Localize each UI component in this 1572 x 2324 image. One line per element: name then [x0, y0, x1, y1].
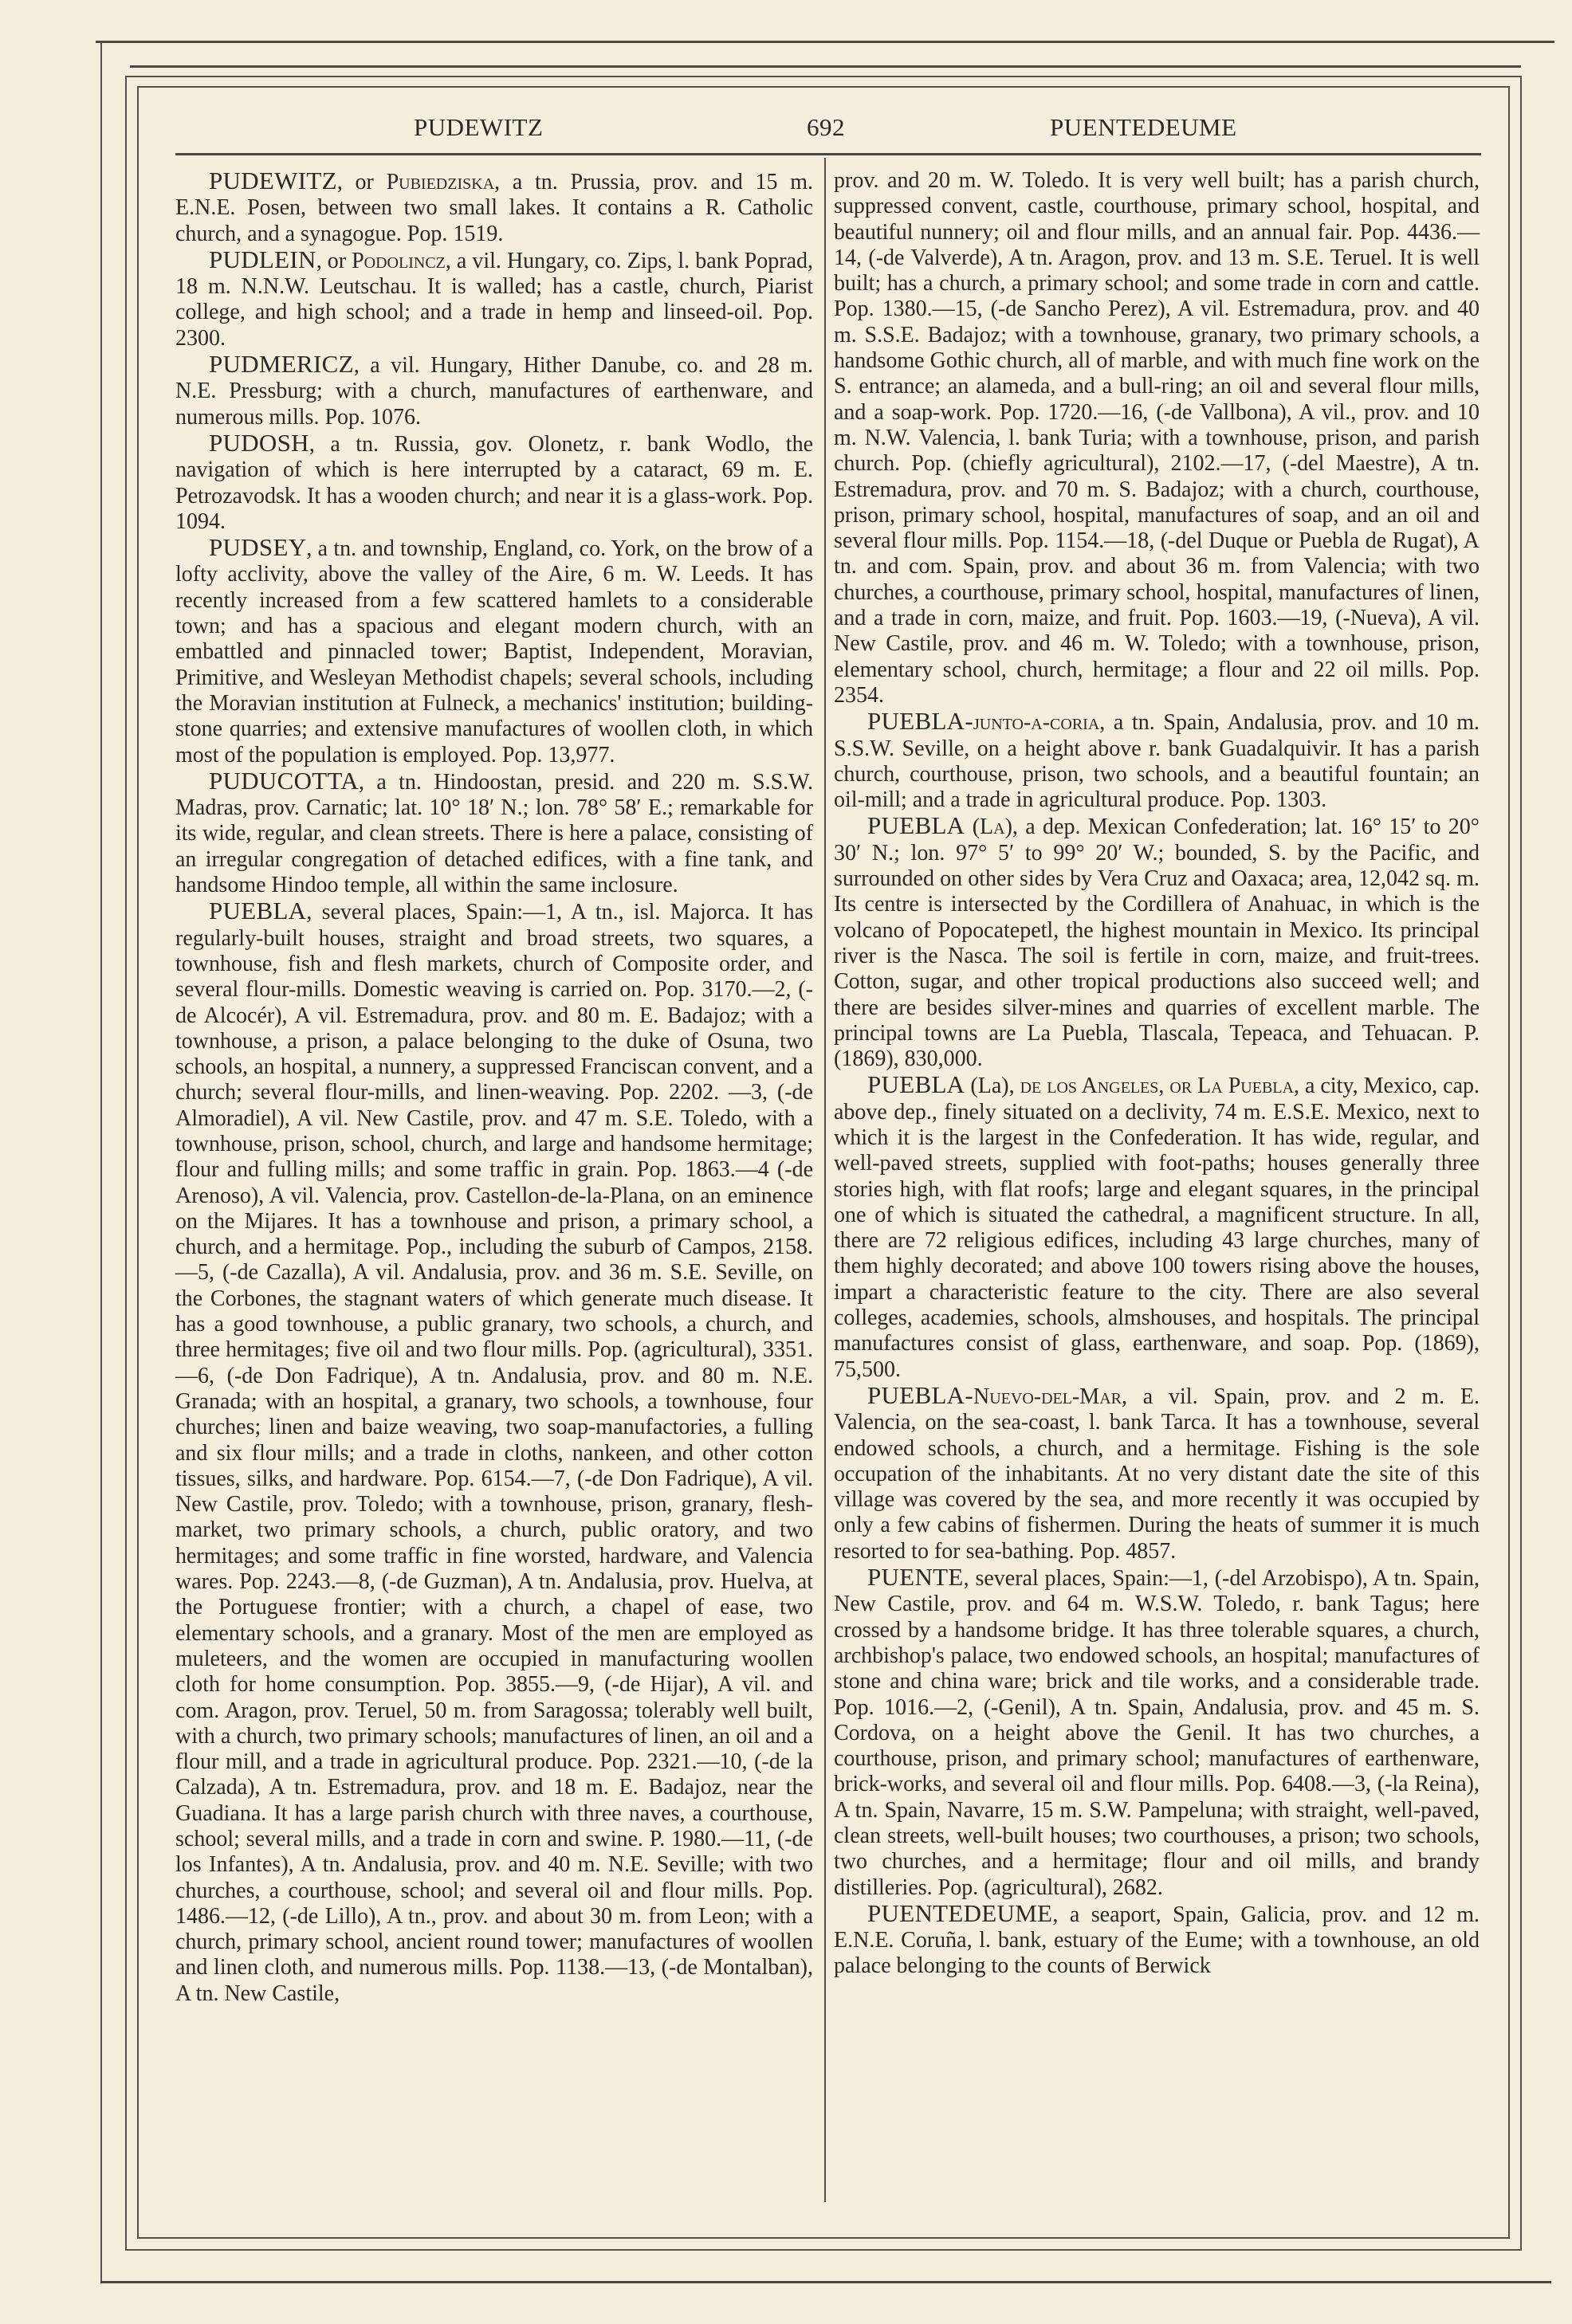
entry-text: , a seaport, Spain, Galicia, prov. and 12 m. E.N.E. Coruña, l. bank, estuary of the Eume; with a townhouse, an old palace belonging to the counts of Berwick	[834, 1902, 1480, 1979]
entry-variant-name: junto-a-coria	[973, 710, 1100, 736]
gazetteer-entry	[175, 535, 813, 768]
gazetteer-entry	[175, 768, 813, 898]
bottom-outer-rule	[100, 2281, 1551, 2283]
entry-headword: PUENTE	[867, 1563, 964, 1592]
entry-variant-name: Pubiedziska	[386, 170, 495, 194]
outer-second-rule	[130, 65, 1521, 68]
header-rule	[175, 153, 1481, 155]
entry-connector: , or	[316, 248, 352, 273]
entry-headword: PUEBLA-	[867, 1380, 973, 1409]
entry-text: , a tn. Spain, Andalusia, prov. and 10 m. S.S.W. Seville, on a height above r. bank Guadalquivir. It has a parish church, courthouse, prison, two schools, and a beautiful fountain; an oil-mill; and a trade in agricultural produce. Pop. 1303.	[834, 710, 1480, 813]
left-column	[175, 168, 813, 2007]
entry-variant-name: Nuevo-del-Mar	[973, 1384, 1122, 1409]
column-divider	[824, 158, 826, 2202]
right-column	[834, 168, 1480, 1980]
entry-variant-name: de los Angeles, or La Puebla	[1020, 1074, 1294, 1099]
entry-text: , a tn. and township, England, co. York, on the brow of a lofty acclivity, above the valley of the Aire, 6 m. W. Leeds. It has recently increased from a few scattered hamlets to a considerable town; and has a spacious and elegant modern church, with an embattled and pinnacled tower; Baptist, Independent, Moravian, Primitive, and Wesleyan Methodist chapels; several schools, including the Moravian institution at Fulneck, a mechanics' institution; building-stone quarries; and extensive manufactures of woollen cloth, in which most of the population is employed. Pop. 13,977.	[175, 536, 813, 767]
outer-top-rule	[96, 41, 1554, 43]
entry-continuation	[834, 168, 1480, 709]
page-number: 692	[807, 113, 845, 141]
entry-text: , a vil. Spain, prov. and 2 m. E. Valencia, on the sea-coast, l. bank Tarca. It has a townhouse, several endowed schools, a church, and a hermitage. Fishing is the sole occupation of the inhabitants. At no very distant date the site of this village was covered by the sea, and more recently it was occupied by only a few cabins of fishermen. During the heats of summer it is much resorted to for sea-bathing. Pop. 4857.	[834, 1384, 1480, 1564]
entry-headword: PUEBLA	[209, 897, 307, 925]
entry-variant-name: Podolincz	[352, 248, 446, 273]
gazetteer-entry	[175, 898, 813, 2007]
entry-text: , a city, Mexico, cap. above dep., finely situated on a declivity, 74 m. E.S.E. Mexico, next to which it is the largest in the Confederation. It has wide, regular, and well-paved streets, supplied with foot-paths; houses generally three stories high, with flat roofs; large and elegant squares, in the principal one of which is situated the cathedral, a magnificent structure. In all, there are 72 religious edifices, including 43 large churches, many of them highly decorated; and above 100 towers rising above the houses, impart a characteristic feature to the city. There are also several colleges, academies, schools, almshouses, and hospitals. The principal manufactures consist of glass, earthenware, and soap. Pop. (1869), 75,500.	[834, 1074, 1480, 1382]
gazetteer-entry	[175, 351, 813, 430]
entry-headword: PUDOSH	[209, 428, 309, 457]
entry-text: , a tn. Prussia, prov. and 15 m. E.N.E. Posen, between two small lakes. It contains a R. Catholic church, and a synagogue. Pop. 1519.	[175, 170, 813, 246]
entry-headword: PUDUCOTTA	[209, 766, 359, 795]
entry-text: , several places, Spain:—1, (-del Arzobispo), A tn. Spain, New Castile, prov. and 64 m. W.S.W. Toledo, r. bank Tagus; here crossed by a handsome bridge. It has three tolerable squares, a church, archbishop's palace, two endowed schools, an hospital; manufactures of stone and china ware; brick and tile works, and a considerable trade. Pop. 1016.—2, (-Genil), A tn. Spain, Andalusia, prov. and 45 m. S. Cordova, on a height above the Genil. It has two churches, a courthouse, prison, and primary school; manufactures of earthenware, brick-works, and several oil and flour mills. Pop. 6408.—3, (-la Reina), A tn. Spain, Navarre, 15 m. S.W. Pampeluna; with straight, well-paved, clean streets, well-built houses; two courthouses, a prison; two schools, two churches, and a hermitage; flour and oil mills, and brandy distilleries. Pop. (agricultural), 2682.	[834, 1566, 1480, 1900]
entry-connector: , or	[336, 170, 387, 194]
gazetteer-entry	[834, 1898, 1480, 1980]
gazetteer-entry	[834, 709, 1480, 813]
entry-text: , several places, Spain:—1, A tn., isl. Majorca. It has regularly-built houses, straight and broad streets, two squares, a townhouse, fish and flesh markets, church of Composite order, and several flour-mills. Domestic weaving is carried on. Pop. 3170.—2, (-de Alcocér), A vil. Estremadura, prov. and 80 m. E. Badajoz; with a townhouse, a prison, a palace belonging to the duke of Osuna, two schools, an hospital, a nunnery, a suppressed Franciscan convent, and a church; several flour-mills, and linen-weaving. Pop. 2202. —3, (-de Almoradiel), A vil. New Castile, prov. and 47 m. S.E. Toledo, with a townhouse, prison, school, church, and large and handsome hermitage; flour and fulling mills; and some traffic in grain. Pop. 1863.—4 (-de Arenoso), A vil. Valencia, prov. Castellon-de-la-Plana, on an eminence on the Mijares. It has a townhouse and prison, a primary school, a church, and a hermitage. Pop., including the suburb of Campos, 2158.—5, (-de Cazalla), A vil. Andalusia, prov. and 36 m. S.E. Seville, on the Corbones, the stagnant waters of which generate much disease. It has a good townhouse, a public granary, two schools, a church, and three hermitages; five oil and two flour mills. Pop. (agricultural), 3351.—6, (-de Don Fadrique), A tn. Andalusia, prov. and 80 m. N.E. Granada; with an hospital, a granary, two schools, a townhouse, four churches; linen and baize weaving, two soap-manufactories, a fulling and six flour mills; and a trade in cloths, nankeen, and other cotton tissues, silks, and hardware. Pop. 6154.—7, (-de Don Fadrique), A vil. New Castile, prov. Toledo; with a townhouse, prison, granary, flesh-market, two primary schools, a church, public oratory, and two hermitages; and some traffic in fine worsted, hardware, and Valencia wares. Pop. 2243.—8, (-de Guzman), A tn. Andalusia, prov. Huelva, at the Portuguese frontier; with a church, a chapel of ease, two elementary schools, and a granary. Most of the men are employed as muleteers, and the women are occupied in manufacturing woollen cloth for home consumption. Pop. 3855.—9, (-de Hijar), A vil. and com. Aragon, prov. Teruel, 50 m. from Saragossa; tolerably well built, with a church, two primary schools; manufactures of linen, an oil and a flour mill, and a trade in agricultural produce. Pop. 2321.—10, (-de la Calzada), A tn. Estremadura, prov. and 18 m. E. Badajoz, near the Guadiana. It has a large parish church with three naves, a courthouse, school; several mills, and a trade in corn and swine. P. 1980.—11, (-de los Infantes), A tn. Andalusia, prov. and 40 m. N.E. Seville; with two churches, a courthouse, school; and several oil and flour mills. Pop. 1486.—12, (-de Lillo), A tn., prov. and about 30 m. from Leon; with a church, primary school, ancient round tower; manufactures of woollen and linen cloth, and numerous mills. Pop. 1138.—13, (-de Montalban), A tn. New Castile,	[175, 900, 813, 2006]
gazetteer-entry	[834, 813, 1480, 1072]
entry-headword: PUEBLA	[867, 1070, 965, 1099]
gazetteer-entry	[175, 247, 813, 351]
running-head-right: PUENTEDEUME	[1050, 113, 1237, 141]
gazetteer-entry	[834, 1072, 1480, 1383]
entry-text: , a tn. Russia, gov. Olonetz, r. bank Wodlo, the navigation of which is here interrupted by a cataract, 69 m. E. Petrozavodsk. It has a wooden church; and near it is a glass-work. Pop. 1094.	[175, 431, 813, 534]
entry-text: ), a dep. Mexican Confederation; lat. 16° 15′ to 20° 30′ N.; lon. 97° 5′ to 99° 20′ W.; bounded, S. by the Pacific, and surrounded on other sides by Vera Cruz and Oaxaca; area, 12,042 sq. m. Its centre is intersected by the Cordillera of Anahuac, in which is the volcano of Popocatepetl, the highest mountain in Mexico. Its principal river is the Nasca. The soil is fertile in corn, maize, and fruit-trees. Cotton, sugar, and other tropical productions also succeed well; and there are besides silver-mines and quarries of excellent marble. The principal towns are La Puebla, Tlascala, Tepeaca, and Tehuacan. P. (1869), 830,000.	[834, 815, 1480, 1072]
gazetteer-entry	[834, 1564, 1480, 1901]
running-head-left: PUDEWITZ	[414, 113, 544, 141]
gazetteer-entry	[175, 168, 813, 247]
entry-connector: (	[965, 815, 981, 840]
entry-text: , a vil. Hungary, co. Zips, l. bank Poprad, 18 m. N.N.W. Leutschau. It is walled; has a castle, church, Piarist college, and high school; and a trade in hemp and linseed-oil. Pop. 2300.	[175, 248, 813, 351]
entry-text: , a vil. Hungary, Hither Danube, co. and 28 m. N.E. Pressburg; with a church, manufactures of earthenware, and numerous mills. Pop. 1076.	[175, 353, 813, 430]
outer-left-border	[100, 41, 102, 2283]
entry-connector: (La),	[965, 1074, 1020, 1099]
entry-variant-name: La	[980, 815, 1005, 840]
entry-headword: PUDEWITZ	[209, 167, 337, 194]
entry-text: , a tn. Hindoostan, presid. and 220 m. S.S.W. Madras, prov. Carnatic; lat. 10° 18′ N.; lon. 78° 58′ E.; remarkable for its wide, regular, and clean streets. There is here a palace, consisting of an irregular congregation of detached edifices, with a fine tank, and handsome Hindoo temple, all within the same inclosure.	[175, 769, 813, 898]
entry-headword: PUDMERICZ	[209, 350, 354, 379]
entry-text: prov. and 20 m. W. Toledo. It is very well built; has a parish church, suppressed convent, castle, courthouse, primary school, hospital, and beautiful nunnery; oil and flour mills, and an annual fair. Pop. 4436.—14, (-de Valverde), A tn. Aragon, prov. and 13 m. S.E. Teruel. It is well built; has a church, a primary school; and some trade in corn and cattle. Pop. 1380.—15, (-de Sancho Perez), A vil. Estremadura, prov. and 40 m. S.S.E. Badajoz; with a townhouse, granary, two primary schools, a handsome Gothic church, all of marble, and with much fine work on the S. entrance; an alameda, and a bull-ring; an oil and several flour mills, and a soap-work. Pop. 1720.—16, (-de Vallbona), A vil., prov. and 10 m. N.W. Valencia, l. bank Turia; with a townhouse, prison, and parish church. Pop. (chiefly agricultural), 2102.—17, (-del Maestre), A tn. Estremadura, prov. and 70 m. S. Badajoz; with a church, courthouse, prison, primary school, hospital, manufactures of soap, and an oil and several flour mills. Pop. 1154.—18, (-del Duque or Puebla de Rugat), A tn. and com. Spain, prov. and about 36 m. from Valencia; with two churches, a courthouse, primary school, hospital, manufactures of linen, and a trade in corn, maize, and fruit. Pop. 1603.—19, (-Nueva), A vil. New Castile, prov. and 46 m. W. Toledo; with a townhouse, prison, elementary school, church, hermitage; a flour and 22 oil mills. Pop. 2354.	[834, 168, 1480, 708]
entry-headword: PUEBLA	[867, 811, 965, 840]
entry-headword: PUDLEIN	[209, 245, 316, 273]
gazetteer-entry	[175, 430, 813, 535]
gazetteer-entry	[834, 1380, 1480, 1564]
entry-headword: PUENTEDEUME	[867, 1898, 1053, 1927]
entry-headword: PUEBLA-	[867, 707, 973, 736]
entry-headword: PUDSEY	[209, 533, 307, 562]
